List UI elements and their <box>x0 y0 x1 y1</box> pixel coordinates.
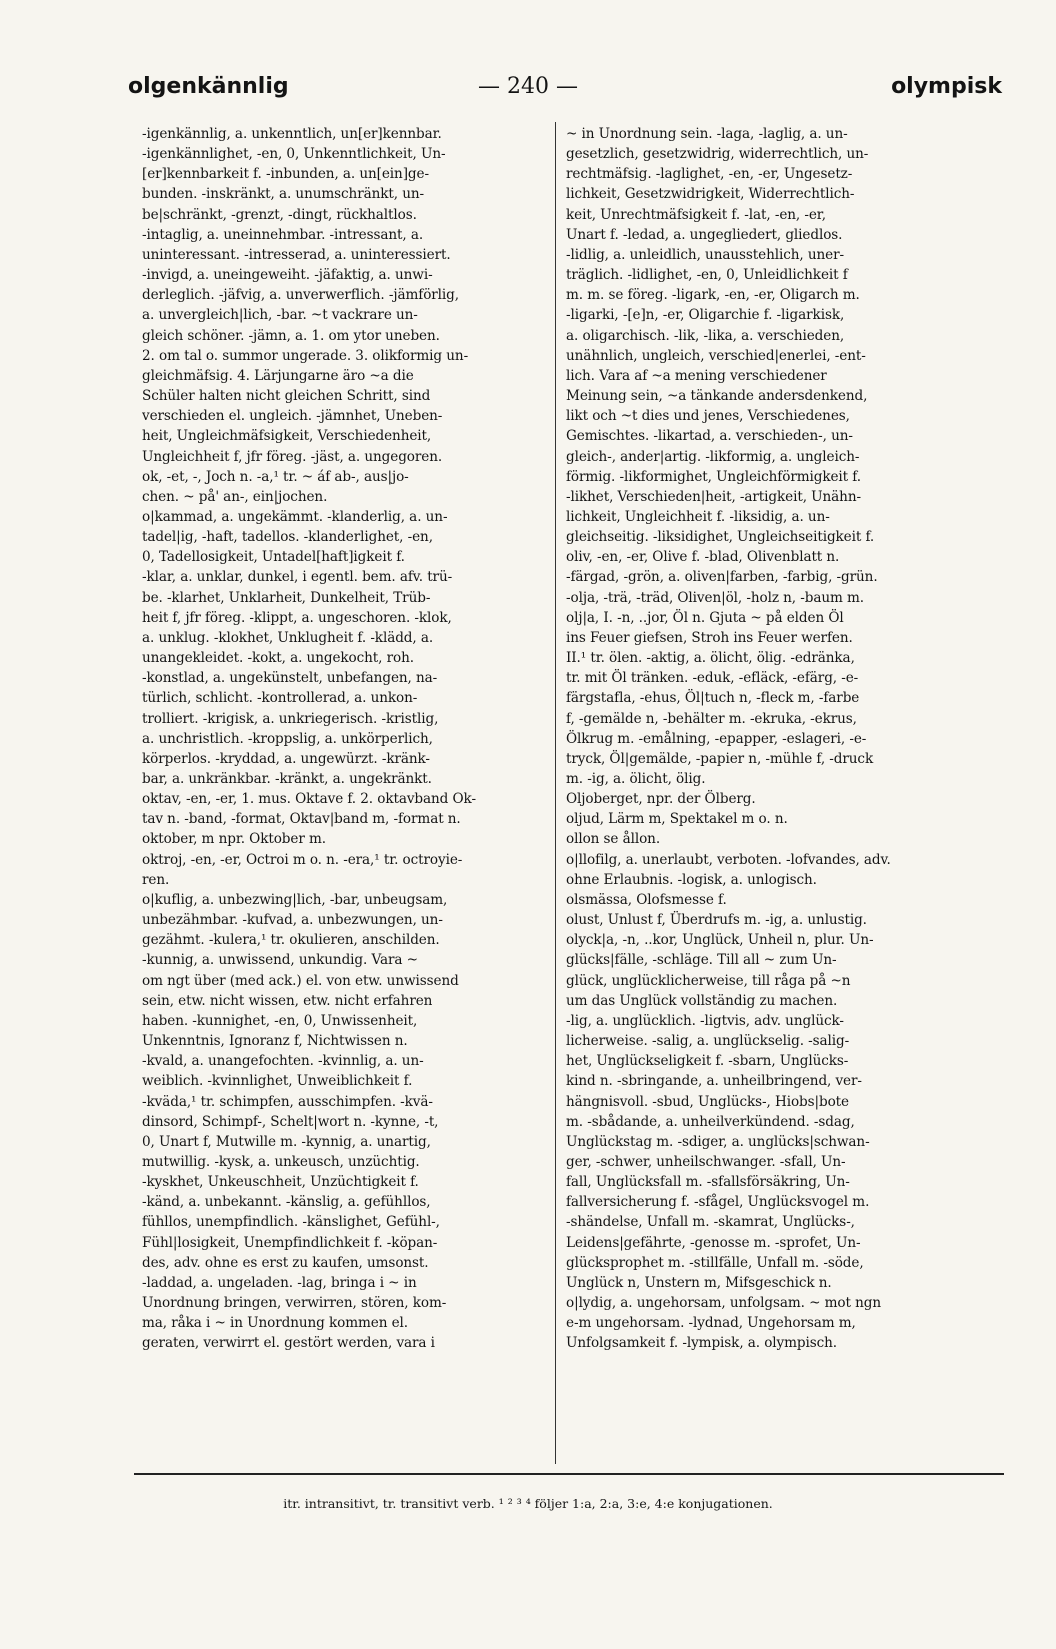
left-column <box>142 124 552 1354</box>
dictionary-line: o|lydig, a. ungehorsam, unfolgsam. ~ mot ngn <box>566 1295 882 1312</box>
dictionary-line: a. oligarchisch. -lik, -lika, a. verschieden, <box>566 327 845 344</box>
dictionary-line: ren. <box>142 871 170 888</box>
dictionary-line: -klar, a. unklar, dunkel, i egentl. bem. afv. trü- <box>142 569 453 586</box>
dictionary-line: Schüler halten nicht gleichen Schritt, sind <box>142 388 431 405</box>
dictionary-line: türlich, schlicht. -kontrollerad, a. unkon- <box>142 690 418 707</box>
dictionary-line: keit, Unrechtmäfsigkeit f. -lat, -en, -er, <box>566 206 826 223</box>
dictionary-line: Unfolgsamkeit f. -lympisk, a. olympisch. <box>566 1335 838 1352</box>
dictionary-line: oktroj, -en, -er, Octroi m o. n. -era,¹ tr. octroyie- <box>142 851 463 868</box>
dictionary-line: fallversicherung f. -sfågel, Unglücksvogel m. <box>566 1194 870 1211</box>
dictionary-line: olsmässa, Olofsmesse f. <box>566 891 727 908</box>
dictionary-line: a. unvergleich|lich, -bar. ~t vackrare un- <box>142 307 418 324</box>
dictionary-line: färgstafla, -ehus, Öl|tuch n, -fleck m, -farbe <box>566 690 860 707</box>
dictionary-line: rechtmäfsig. -laglighet, -en, -er, Ungesetz- <box>566 166 853 183</box>
dictionary-line: bunden. -inskränkt, a. unumschränkt, un- <box>142 186 425 203</box>
dictionary-line: ok, -et, -, Joch n. -a,¹ tr. ~ áf ab-, aus|jo- <box>142 468 409 485</box>
dictionary-line: Oljoberget, npr. der Ölberg. <box>566 791 756 808</box>
dictionary-line: ohne Erlaubnis. -logisk, a. unlogisch. <box>566 871 817 888</box>
dictionary-line: gezähmt. -kulera,¹ tr. okulieren, anschilden. <box>142 932 440 949</box>
dictionary-line: likt och ~t dies und jenes, Verschiedenes, <box>566 408 850 425</box>
dictionary-line: ger, -schwer, unheilschwanger. -sfall, Un- <box>566 1153 846 1170</box>
dictionary-line: -kunnig, a. unwissend, unkundig. Vara ~ <box>142 952 418 969</box>
dictionary-line: oktober, m npr. Oktober m. <box>142 831 326 848</box>
dictionary-line: chen. ~ på' an-, ein|jochen. <box>142 488 328 505</box>
dictionary-line: glücks|fälle, -schläge. Till all ~ zum Un- <box>566 952 837 969</box>
page-number: — 240 — <box>478 74 578 99</box>
dictionary-line: -olja, -trä, -träd, Oliven|öl, -holz n, -baum m. <box>566 589 864 606</box>
footer-abbreviations: itr. intransitivt, tr. transitivt verb. ¹ ² ³ ⁴ följer 1:a, 2:a, 3:e, 4:e konjugationen. <box>283 1496 773 1511</box>
dictionary-line: Leidens|gefährte, -genosse m. -sprofet, Un- <box>566 1234 861 1251</box>
dictionary-line: mutwillig. -kysk, a. unkeusch, unzüchtig. <box>142 1153 420 1170</box>
dictionary-line: a. unchristlich. -kroppslig, a. unkörperlich, <box>142 730 433 747</box>
running-head-right: olympisk <box>891 74 1002 99</box>
dictionary-line: om ngt über (med ack.) el. von etw. unwissend <box>142 972 459 989</box>
dictionary-line: des, adv. ohne es erst zu kaufen, umsonst. <box>142 1254 429 1271</box>
dictionary-line: heit f, jfr föreg. -klippt, a. ungeschoren. -klok, <box>142 609 452 626</box>
dictionary-line: unbezähmbar. -kufvad, a. unbezwungen, un- <box>142 912 443 929</box>
dictionary-line: -färgad, -grön, a. oliven|farben, -farbig, -grün. <box>566 569 878 586</box>
dictionary-line: lichkeit, Gesetzwidrigkeit, Widerrechtlich- <box>566 186 855 203</box>
dictionary-line: be. -klarhet, Unklarheit, Dunkelheit, Trüb- <box>142 589 431 606</box>
dictionary-line: um das Unglück vollständig zu machen. <box>566 992 838 1009</box>
dictionary-line: a. unklug. -klokhet, Unklugheit f. -klädd, a. <box>142 629 434 646</box>
dictionary-line: Unordnung bringen, verwirren, stören, kom- <box>142 1295 447 1312</box>
dictionary-line: förmig. -likformighet, Ungleichförmigkeit f. <box>566 468 861 485</box>
dictionary-line: uninteressant. -intresserad, a. uninteressiert. <box>142 246 451 263</box>
dictionary-line: Fühl|losigkeit, Unempfindlichkeit f. -köpan- <box>142 1234 438 1251</box>
dictionary-line: tr. mit Öl tränken. -eduk, -efläck, -efärg, -e- <box>566 670 859 687</box>
dictionary-line: Ungleichheit f, jfr föreg. -jäst, a. ungegoren. <box>142 448 443 465</box>
dictionary-line: m. -ig, a. ölicht, ölig. <box>566 771 706 787</box>
dictionary-line: ins Feuer giefsen, Stroh ins Feuer werfen. <box>566 629 853 646</box>
dictionary-line: 0, Tadellosigkeit, Untadel[haft]igkeit f. <box>142 549 405 566</box>
dictionary-line: trolliert. -krigisk, a. unkriegerisch. -kristlig, <box>142 710 439 727</box>
dictionary-line: gleichseitig. -liksidighet, Ungleichseitigkeit f. <box>566 529 875 546</box>
dictionary-line: II.¹ tr. ölen. -aktig, a. ölicht, ölig. -edränka, <box>566 650 855 667</box>
dictionary-line: -igenkännlig, a. unkenntlich, un[er]kennbar. <box>142 126 442 142</box>
dictionary-line: fühllos, unempfindlich. -känslighet, Gefühl-, <box>142 1214 440 1231</box>
dictionary-line: ollon se ållon. <box>566 831 661 848</box>
dictionary-line: m. -sbådande, a. unheilverkündend. -sdag, <box>566 1113 855 1130</box>
dictionary-line: Meinung sein, ~a tänkande andersdenkend, <box>566 388 868 405</box>
dictionary-line: lichkeit, Ungleichheit f. -liksidig, a. un- <box>566 508 830 525</box>
dictionary-line: -igenkännlighet, -en, 0, Unkenntlichkeit, Un- <box>142 146 446 163</box>
dictionary-line: -laddad, a. ungeladen. -lag, bringa i ~ in <box>142 1274 417 1291</box>
dictionary-line: -likhet, Verschieden|heit, -artigkeit, Unähn- <box>566 488 861 505</box>
dictionary-line: oktav, -en, -er, 1. mus. Oktave f. 2. oktavband Ok- <box>142 791 476 808</box>
dictionary-line: haben. -kunnighet, -en, 0, Unwissenheit, <box>142 1012 418 1029</box>
dictionary-line: -lidlig, a. unleidlich, unausstehlich, uner- <box>566 246 844 263</box>
dictionary-line: lich. Vara af ~a mening verschiedener <box>566 367 827 384</box>
dictionary-line: unähnlich, ungleich, verschied|enerlei, -ent- <box>566 347 866 364</box>
dictionary-line: olust, Unlust f, Überdrufs m. -ig, a. unlustig. <box>566 912 867 929</box>
dictionary-line: be|schränkt, -grenzt, -dingt, rückhaltlos. <box>142 206 417 223</box>
dictionary-line: Unkenntnis, Ignoranz f, Nichtwissen n. <box>142 1033 408 1050</box>
dictionary-line: o|kuflig, a. unbezwing|lich, -bar, unbeugsam, <box>142 891 448 908</box>
dictionary-line: licherweise. -salig, a. unglückselig. -salig- <box>566 1033 850 1050</box>
dictionary-line: körperlos. -kryddad, a. ungewürzt. -kränk- <box>142 750 430 767</box>
dictionary-line: bar, a. unkränkbar. -kränkt, a. ungekränkt. <box>142 771 432 787</box>
dictionary-line: -invigd, a. uneingeweiht. -jäfaktig, a. unwi- <box>142 267 433 284</box>
dictionary-line: ma, råka i ~ in Unordnung kommen el. <box>142 1315 409 1332</box>
footer-rule <box>134 1473 1004 1475</box>
dictionary-line: Gemischtes. -likartad, a. verschieden-, un- <box>566 428 853 445</box>
dictionary-line: unangekleidet. -kokt, a. ungekocht, roh. <box>142 650 414 667</box>
dictionary-line: f, -gemälde n, -behälter m. -ekruka, -ekrus, <box>566 710 857 727</box>
dictionary-line: o|kammad, a. ungekämmt. -klanderlig, a. un- <box>142 508 448 525</box>
dictionary-line: tryck, Öl|gemälde, -papier n, -mühle f, -druck <box>566 750 874 767</box>
dictionary-line: ~ in Unordnung sein. -laga, -laglig, a. un- <box>566 126 848 142</box>
dictionary-line: fall, Unglücksfall m. -sfallsförsäkring, Un- <box>566 1174 850 1191</box>
dictionary-line: gleich schöner. -jämn, a. 1. om ytor uneben. <box>142 327 440 344</box>
dictionary-line: tadel|ig, -haft, tadellos. -klanderlighet, -en, <box>142 529 433 546</box>
right-column <box>566 124 976 1354</box>
dictionary-line: -ligarki, -[e]n, -er, Oligarchie f. -ligarkisk, <box>566 307 845 324</box>
dictionary-line: verschieden el. ungleich. -jämnhet, Uneben- <box>142 408 443 425</box>
dictionary-line: tav n. -band, -format, Oktav|band m, -format n. <box>142 811 461 828</box>
dictionary-line: Unglückstag m. -sdiger, a. unglücks|schwan- <box>566 1133 870 1150</box>
dictionary-line: -kväda,¹ tr. schimpfen, ausschimpfen. -kvä- <box>142 1093 433 1110</box>
dictionary-line: -kvald, a. unangefochten. -kvinnlig, a. un- <box>142 1053 424 1070</box>
dictionary-line: geraten, verwirrt el. gestört werden, vara i <box>142 1335 435 1352</box>
dictionary-line: träglich. -lidlighet, -en, 0, Unleidlichkeit f <box>566 267 848 284</box>
dictionary-line: oljud, Lärm m, Spektakel m o. n. <box>566 811 788 828</box>
column-divider <box>555 122 556 1464</box>
dictionary-line: olyck|a, -n, ..kor, Unglück, Unheil n, plur. Un- <box>566 932 874 949</box>
dictionary-line: olj|a, I. -n, ..jor, Öl n. Gjuta ~ på elden Öl <box>566 609 844 626</box>
dictionary-line: kind n. -sbringande, a. unheilbringend, ver- <box>566 1073 862 1090</box>
dictionary-line: -shändelse, Unfall m. -skamrat, Unglücks-, <box>566 1214 855 1231</box>
dictionary-line: dinsord, Schimpf-, Schelt|wort n. -kynne, -t, <box>142 1113 439 1130</box>
dictionary-line: -känd, a. unbekannt. -känslig, a. gefühllos, <box>142 1194 431 1211</box>
dictionary-line: het, Unglückseligkeit f. -sbarn, Unglücks- <box>566 1053 849 1070</box>
dictionary-line: gleich-, ander|artig. -likformig, a. ungleich- <box>566 448 860 465</box>
dictionary-line: -konstlad, a. ungekünstelt, unbefangen, na- <box>142 670 438 687</box>
dictionary-line: derleglich. -jäfvig, a. unverwerflich. -jämförlig, <box>142 287 459 304</box>
dictionary-line: e-m ungehorsam. -lydnad, Ungehorsam m, <box>566 1315 856 1332</box>
running-head-left: olgenkännlig <box>128 74 289 99</box>
dictionary-line: 0, Unart f, Mutwille m. -kynnig, a. unartig, <box>142 1133 431 1150</box>
dictionary-line: glücksprophet m. -stillfälle, Unfall m. -söde, <box>566 1254 864 1271</box>
dictionary-line: -intaglig, a. uneinnehmbar. -intressant, a. <box>142 226 424 243</box>
dictionary-line: -kyskhet, Unkeuschheit, Unzüchtigkeit f. <box>142 1174 419 1191</box>
dictionary-line: o|llofilg, a. unerlaubt, verboten. -lofvandes, adv. <box>566 851 891 868</box>
dictionary-line: 2. om tal o. summor ungerade. 3. olikformig un- <box>142 347 469 364</box>
dictionary-line: heit, Ungleichmäfsigkeit, Verschiedenheit, <box>142 428 432 445</box>
dictionary-line: hängnisvoll. -sbud, Unglücks-, Hiobs|bote <box>566 1093 849 1110</box>
page-header <box>0 74 1056 114</box>
dictionary-line: glück, unglücklicherweise, till råga på ~n <box>566 972 851 989</box>
dictionary-line: gleichmäfsig. 4. Lärjungarne äro ~a die <box>142 367 414 384</box>
dictionary-line: weiblich. -kvinnlighet, Unweiblichkeit f. <box>142 1073 413 1090</box>
dictionary-line: Ölkrug m. -emålning, -epapper, -eslageri, -e- <box>566 730 867 747</box>
dictionary-line: gesetzlich, gesetzwidrig, widerrechtlich, un- <box>566 146 869 163</box>
dictionary-line: [er]kennbarkeit f. -inbunden, a. un[ein]ge- <box>142 166 429 183</box>
dictionary-line: oliv, -en, -er, Olive f. -blad, Olivenblatt n. <box>566 549 840 566</box>
dictionary-line: Unglück n, Unstern m, Mifsgeschick n. <box>566 1274 832 1291</box>
dictionary-line: sein, etw. nicht wissen, etw. nicht erfahren <box>142 992 433 1009</box>
dictionary-line: m. m. se föreg. -ligark, -en, -er, Oligarch m. <box>566 287 860 304</box>
dictionary-line: Unart f. -ledad, a. ungegliedert, gliedlos. <box>566 226 843 243</box>
dictionary-line: -lig, a. unglücklich. -ligtvis, adv. unglück- <box>566 1012 844 1029</box>
